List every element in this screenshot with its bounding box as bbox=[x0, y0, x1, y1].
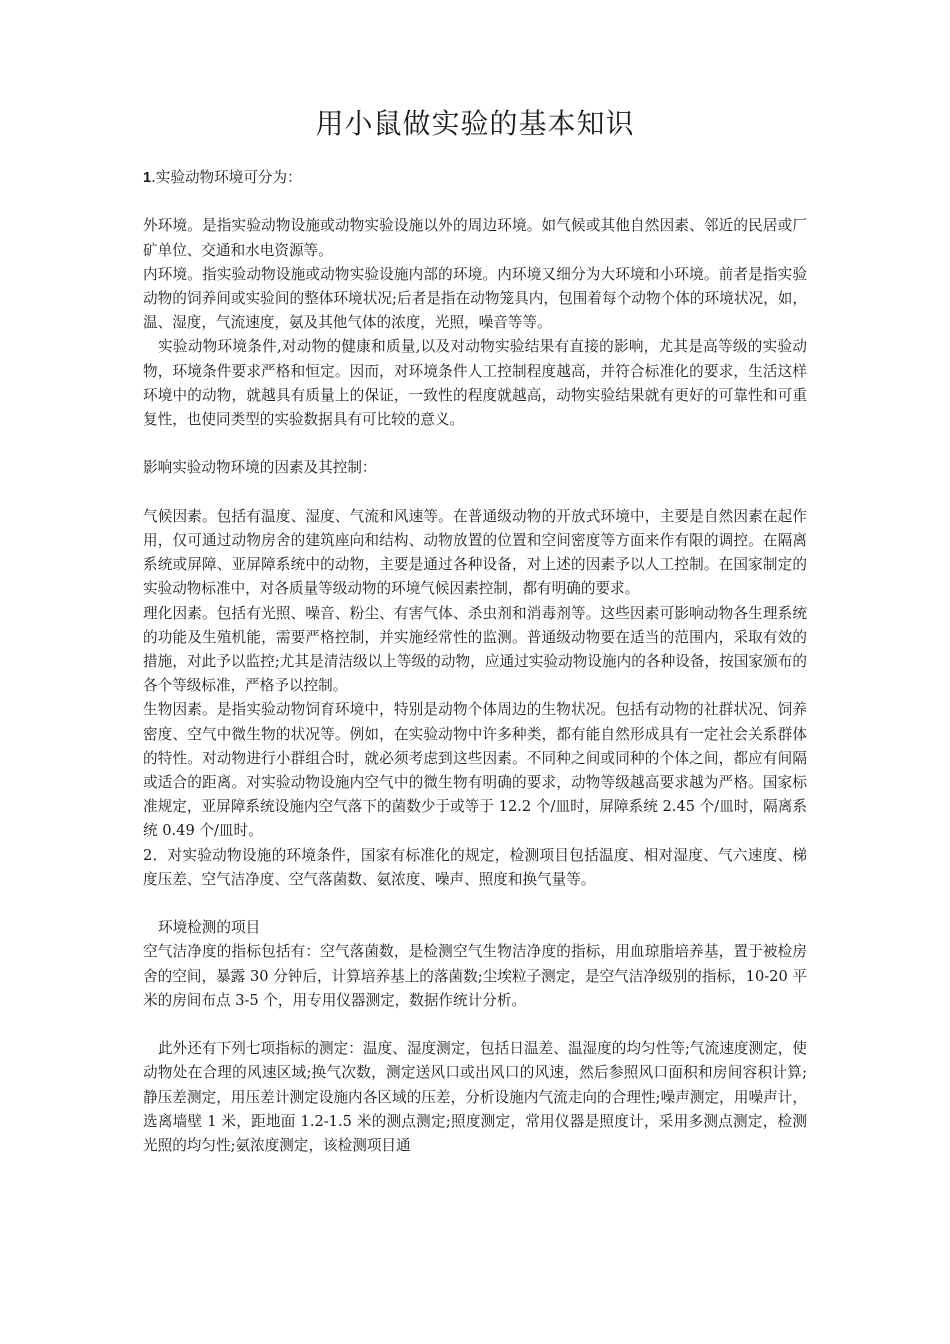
spacer bbox=[143, 1013, 807, 1037]
spacer bbox=[143, 892, 807, 916]
paragraph-inner-env: 内环境。指实验动物设施或动物实验设施内部的环境。内环境又细分为大环境和小环境。前者是指实验动物的饲养间或实验间的整体环境状况;后者是指在动物笼具内，包围着每个动物个体的环境状况，如，温、湿度，气流速度，氨及其他气体的浓度，光照，噪音等等。 bbox=[143, 265, 807, 332]
paragraph-section2: 2．对实验动物设施的环境条件，国家有标准化的规定，检测项目包括温度、相对湿度、气六速度、梯度压差、空气洁净度、空气落菌数、氨浓度、噪声、照度和换气量等。 bbox=[143, 846, 807, 888]
document-page bbox=[143, 104, 807, 1158]
factors-heading: 影响实验动物环境的因素及其控制： bbox=[143, 459, 377, 477]
spacer bbox=[143, 432, 807, 456]
paragraph-physchem-factors: 理化因素。包括有光照、噪音、粉尘、有害气体、杀虫剂和消毒剂等。这些因素可影响动物各生理系统的功能及生殖机能，需要严格控制，并实施经常性的监测。普通级动物要在适当的范围内，采取有效的措施，对此予以监控;尤其是清洁级以上等级的动物，应通过实验动物设施内的各种设备，按国家颁布的各个等级标准，严格予以控制。 bbox=[143, 604, 807, 695]
paragraph-climate-factors: 气候因素。包括有温度、湿度、气流和风速等。在普通级动物的开放式环境中，主要是自然因素在起作用，仅可通过动物房舍的建筑座向和结构、动物放置的位置和空间密度等方面来作有限的调控。在隔离系统或屏障、亚屏障系统中的动物，主要是通过各种设备，对上述的因素予以人工控制。在国家制定的实验动物标准中，对各质量等级动物的环境气候因素控制，都有明确的要求。 bbox=[143, 507, 807, 598]
paragraph-bio-factors: 生物因素。是指实验动物饲育环境中，特别是动物个体周边的生物状况。包括有动物的社群状况、饲养密度、空气中微生物的状况等。例如，在实验动物中许多种类，都有能自然形成具有一定社会关系群体的特性。对动物进行小群组合时，就必须考虑到这些因素。不同种之间或同种的个体之间，都应有间隔或适合的距离。对实验动物设施内空气中的微生物有明确的要求，动物等级越高要求越为严格。国家标准规定，亚屏障系统设施内空气落下的菌数少于或等于 12.2 个/皿时，屏障系统 2.45 个/皿时，隔离系统 0.49 个/皿时。 bbox=[143, 701, 807, 840]
spacer bbox=[143, 481, 807, 505]
paragraph-env-conditions: 实验动物环境条件,对动物的健康和质量,以及对动物实验结果有直接的影响，尤其是高等级的实验动物，环境条件要求严格和恒定。因而，对环境条件人工控制程度越高，并符合标准化的要求，生活这样环境中的动物，就越具有质量上的保证，一致性的程度就越高，动物实验结果就有更好的可靠性和可重复性，也使同类型的实验数据具有可比较的意义。 bbox=[143, 338, 807, 429]
spacer bbox=[143, 190, 807, 214]
section1-heading bbox=[143, 166, 807, 190]
monitoring-heading: 环境检测的项目 bbox=[158, 919, 261, 937]
paragraph-air-cleanliness: 空气洁净度的指标包括有：空气落菌数，是检测空气生物洁净度的指标，用血琼脂培养基，置于被检房舍的空间，暴露 30 分钟后，计算培养基上的落菌数;尘埃粒子测定，是空气洁净级别的指标，10-20 平米的房间布点 3-5 个，用专用仪器测定，数据作统计分析。 bbox=[143, 943, 807, 1009]
section1-number: 1 bbox=[143, 170, 152, 186]
section1-heading-text: .实验动物环境可分为： bbox=[151, 169, 302, 186]
paragraph-seven-indicators: 此外还有下列七项指标的测定：温度、湿度测定，包括日温差、温湿度的均匀性等;气流速度测定，使动物处在合理的风速区域;换气次数，测定送风口或出风口的风速，然后参照风口面积和房间容积计算;静压差测定，用压差计测定设施内各区域的压差，分析设施内气流走向的合理性;噪声测定，用噪声计，选离墙壁 1 米，距地面 1.2-1.5 米的测点测定;照度测定，常用仪器是照度计，采用多测点测定，检测光照的均匀性;氨浓度测定，该检测项目通 bbox=[143, 1040, 807, 1155]
paragraph-outer-env: 外环境。是指实验动物设施或动物实验设施以外的周边环境。如气候或其他自然因素、邻近的民居或厂矿单位、交通和水电资源等。 bbox=[143, 217, 807, 259]
page-title: 用小鼠做实验的基本知识 bbox=[315, 107, 635, 140]
